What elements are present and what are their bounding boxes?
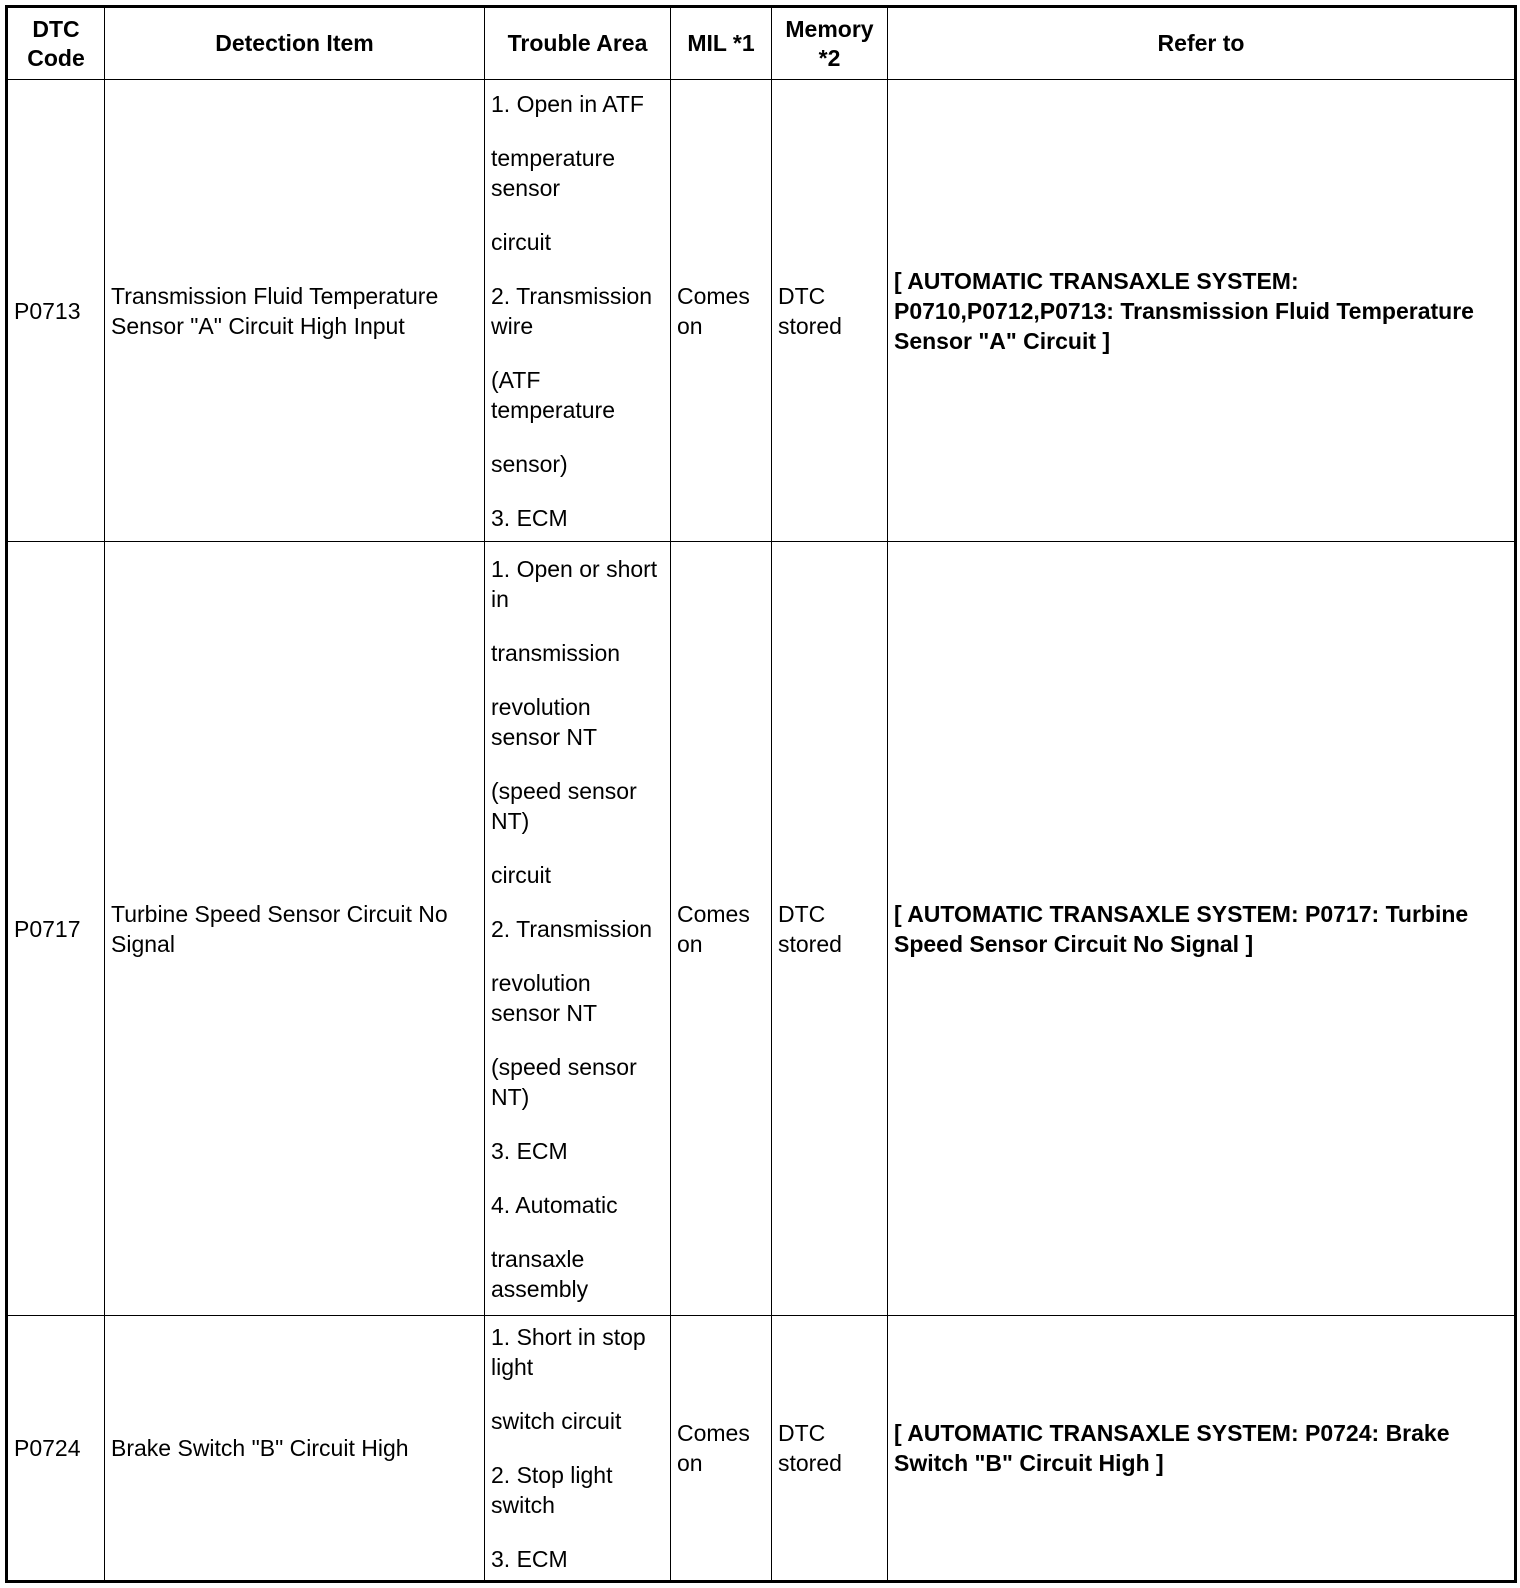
memory-cell: DTC stored (772, 542, 888, 1316)
trouble-area-line: transmission (491, 639, 621, 666)
refer-to-link[interactable]: [ AUTOMATIC TRANSAXLE SYSTEM: P0724: Brake Switch "B" Circuit High ] (888, 1316, 1516, 1582)
dtc-code-cell: P0724 (7, 1316, 105, 1582)
trouble-area-line: 3. ECM (491, 504, 568, 531)
refer-to-link[interactable]: [ AUTOMATIC TRANSAXLE SYSTEM: P0710,P0712,P0713: Transmission Fluid Temperature Sensor "A" Circuit ] (888, 80, 1516, 542)
table-row (7, 1316, 1516, 1582)
trouble-area-line: 4. Automatic (491, 1191, 618, 1218)
dtc-table (5, 5, 1517, 1583)
trouble-area-line: 2. Transmission wire (491, 282, 653, 339)
dtc-code-cell: P0717 (7, 542, 105, 1316)
refer-to-link[interactable]: [ AUTOMATIC TRANSAXLE SYSTEM: P0717: Turbine Speed Sensor Circuit No Signal ] (888, 542, 1516, 1316)
trouble-area-cell (485, 542, 671, 1316)
trouble-area-line: switch circuit (491, 1408, 622, 1435)
trouble-area-line: (speed sensor NT) (491, 777, 637, 834)
trouble-area-line: revolution sensor NT (491, 969, 598, 1026)
trouble-area-line: revolution sensor NT (491, 693, 598, 750)
trouble-area-line: 3. ECM (491, 1137, 568, 1164)
trouble-area-line: transaxle assembly (491, 1245, 589, 1302)
mil-cell: Comes on (671, 80, 772, 542)
mil-cell: Comes on (671, 542, 772, 1316)
detection-item-cell: Transmission Fluid Temperature Sensor "A" Circuit High Input (105, 80, 485, 542)
trouble-area-line: 2. Transmission (491, 915, 653, 942)
trouble-area-line: (speed sensor NT) (491, 1053, 637, 1110)
table-row (7, 542, 1516, 1316)
table-row (7, 80, 1516, 542)
header-memory: Memory *2 (772, 7, 888, 80)
memory-cell: DTC stored (772, 80, 888, 542)
trouble-area-cell (485, 80, 671, 542)
trouble-area-line: 3. ECM (491, 1546, 568, 1573)
header-detection-item: Detection Item (105, 7, 485, 80)
header-row (7, 7, 1516, 80)
dtc-code-cell: P0713 (7, 80, 105, 542)
trouble-area-line: 2. Stop light switch (491, 1462, 613, 1519)
trouble-area-line: sensor) (491, 450, 568, 477)
detection-item-cell: Brake Switch "B" Circuit High (105, 1316, 485, 1582)
trouble-area-cell (485, 1316, 671, 1582)
trouble-area-line: circuit (491, 228, 552, 255)
detection-item-cell: Turbine Speed Sensor Circuit No Signal (105, 542, 485, 1316)
mil-cell: Comes on (671, 1316, 772, 1582)
header-refer-to: Refer to (888, 7, 1516, 80)
header-mil: MIL *1 (671, 7, 772, 80)
memory-cell: DTC stored (772, 1316, 888, 1582)
header-trouble-area: Trouble Area (485, 7, 671, 80)
trouble-area-line: 1. Open or short in (491, 555, 658, 612)
trouble-area-line: (ATF temperature (491, 366, 616, 423)
trouble-area-line: 1. Open in ATF (491, 90, 644, 117)
header-dtc-code: DTC Code (7, 7, 105, 80)
trouble-area-line: circuit (491, 861, 552, 888)
trouble-area-line: temperature sensor (491, 144, 616, 201)
trouble-area-line: 1. Short in stop light (491, 1324, 646, 1381)
